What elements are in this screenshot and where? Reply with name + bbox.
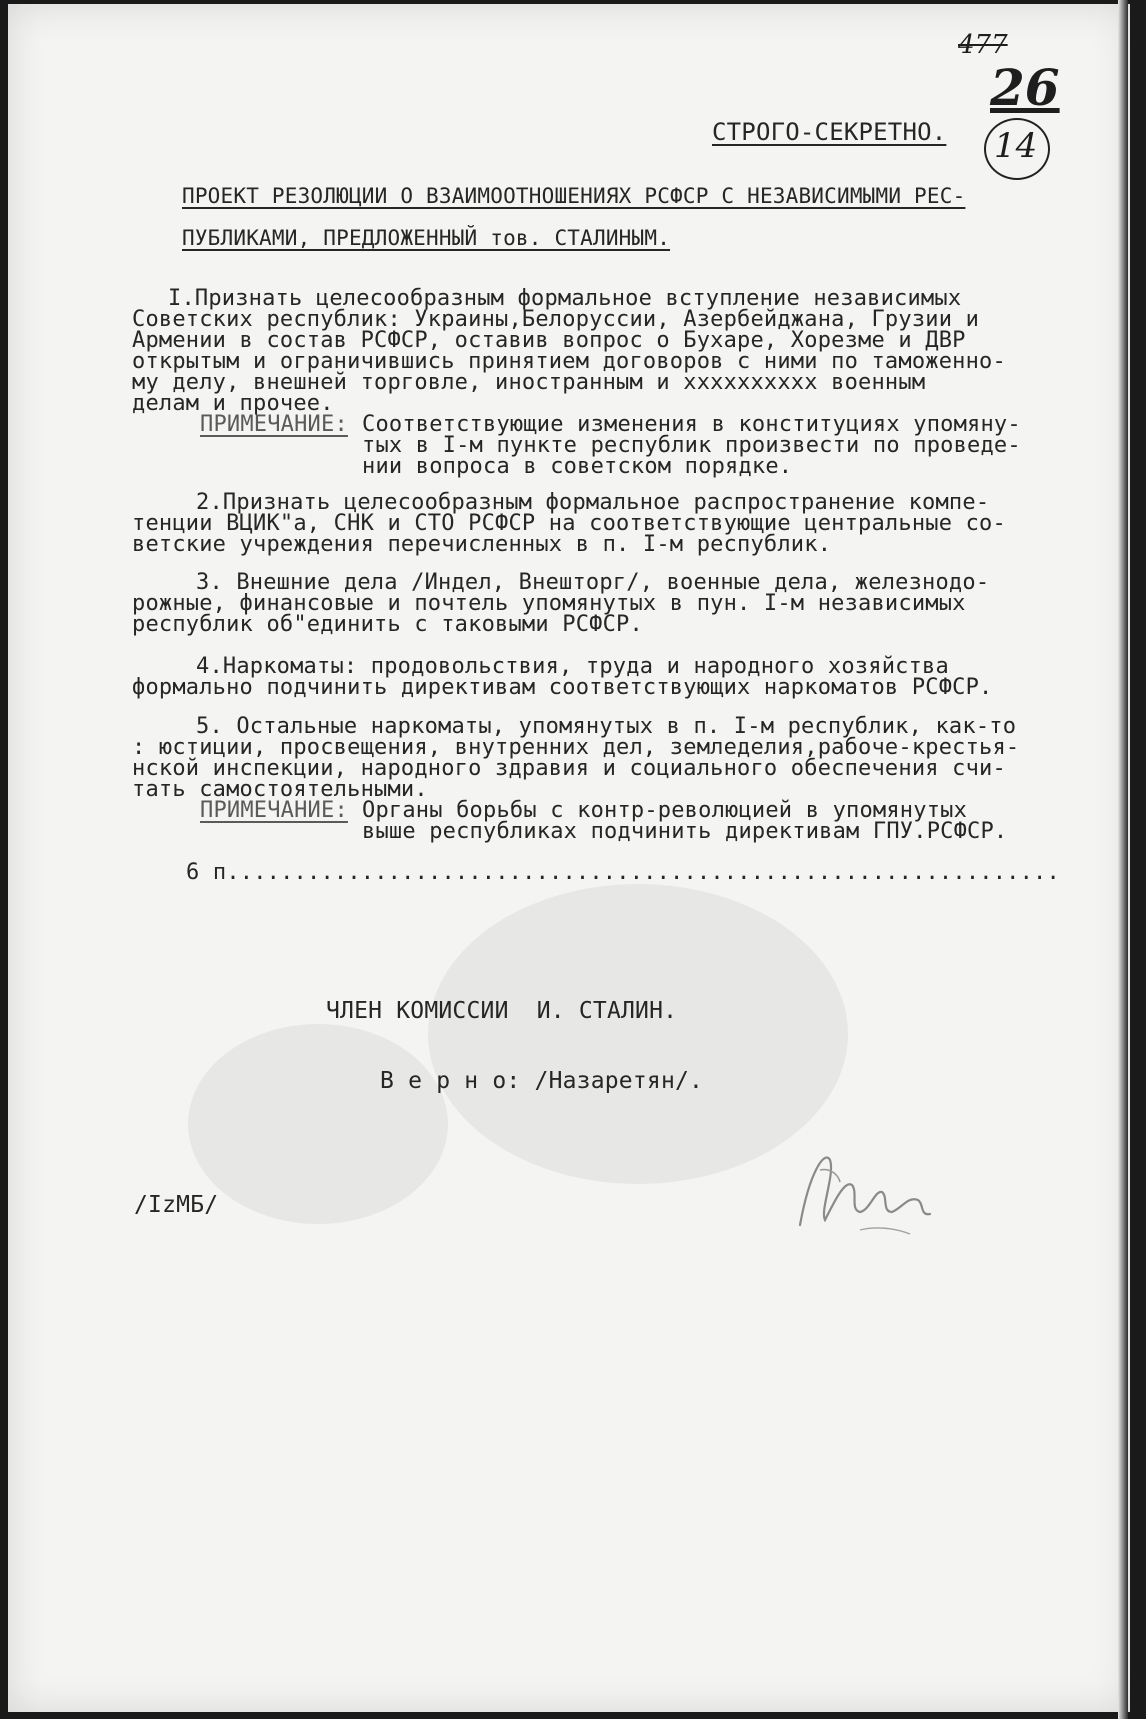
- archive-page-number: 26: [990, 58, 1060, 117]
- handwritten-signature: [790, 1130, 940, 1250]
- item-2-line: ветские учреждения перечисленных в п. I-м республик.: [132, 532, 832, 557]
- page-edge-shadow: [1118, 0, 1128, 1719]
- item-2-line: тенции ВЦИК"а, СНК и СТО РСФСР на соответствующие центральные со-: [132, 511, 1006, 536]
- footer-code: /IzМБ/: [134, 1192, 219, 1218]
- item-2-line: 2.Признать целесообразным формальное распространение компе-: [196, 490, 990, 515]
- item-1-line: Армении в состав РСФСР, оставив вопрос о Бухаре, Хорезме и ДВР: [132, 328, 966, 353]
- document-page: [8, 4, 1130, 1712]
- certified-line: В е р н о: /Назаретян/.: [380, 1068, 704, 1094]
- item-1-note-line: нии вопроса в советском порядке.: [362, 454, 793, 479]
- item-1-line: Советских республик: Украины,Белоруссии, Азербейджана, Грузии и: [132, 307, 980, 332]
- signature-line: ЧЛЕН КОМИССИИ И. СТАЛИН.: [326, 998, 678, 1024]
- item-1-line: I.Признать целесообразным формальное вступление независимых: [168, 286, 962, 311]
- document-title-line-1: ПРОЕКТ РЕЗОЛЮЦИИ О ВЗАИМООТНОШЕНИЯХ РСФСР С НЕЗАВИСИМЫМИ РЕС-: [182, 184, 966, 208]
- archive-circled-number: 14: [994, 126, 1038, 166]
- item-1-line: му делу, внешней торговле, иностранным и хххххххххх военным: [132, 370, 926, 395]
- item-4-line: формально подчинить директивам соответствующих наркоматов РСФСР.: [132, 675, 993, 700]
- item-5-line: 5. Остальные наркоматы, упомянутых в п. I-м республик, как-то: [196, 714, 1017, 739]
- item-5-note-label: ПРИМЕЧАНИЕ:: [200, 798, 348, 823]
- item-1-line: открытым и ограничившись принятием договоров с ними по таможенно-: [132, 349, 1006, 374]
- item-3-line: республик об"единить с таковыми РСФСР.: [132, 612, 643, 637]
- item-5-note-line: Органы борьбы с контр-революцией в упомянутых: [362, 798, 968, 823]
- item-1-note-label: ПРИМЕЧАНИЕ:: [200, 412, 348, 437]
- classification-stamp: СТРОГО-СЕКРЕТНО.: [712, 118, 947, 146]
- item-5-line: тать самостоятельными.: [132, 777, 428, 802]
- item-4-line: 4.Наркоматы: продовольствия, труда и народного хозяйства: [196, 654, 949, 679]
- document-title-line-2: ПУБЛИКАМИ, ПРЕДЛОЖЕННЫЙ тов. СТАЛИНЫМ.: [182, 226, 671, 250]
- item-5-line: нской инспекции, народного здравия и социального обеспечения счи-: [132, 756, 1006, 781]
- paper-stain: [188, 1024, 448, 1224]
- item-5-note-line: выше республиках подчинить директивам ГПУ.РСФСР.: [362, 819, 1008, 844]
- item-5-line: : юстиции, просвещения, внутренних дел, земледелия,рабоче-крестья-: [132, 735, 1020, 760]
- item-1-line: делам и прочее.: [132, 391, 334, 416]
- item-1-note-line: Соответствующие изменения в конституциях упомяну-: [362, 412, 1021, 437]
- paper-stain: [428, 884, 848, 1184]
- item-3-line: рожные, финансовые и почтель упомянутых в пун. I-м независимых: [132, 591, 966, 616]
- item-3-line: 3. Внешние дела /Индел, Внешторг/, военные дела, железнодо-: [196, 570, 990, 595]
- resolution-item-6: 6 п..............................................................: [186, 860, 1060, 885]
- archive-crossed-number: 477: [958, 30, 1008, 60]
- item-1-note-line: тых в I-м пункте республик произвести по проведе-: [362, 433, 1021, 458]
